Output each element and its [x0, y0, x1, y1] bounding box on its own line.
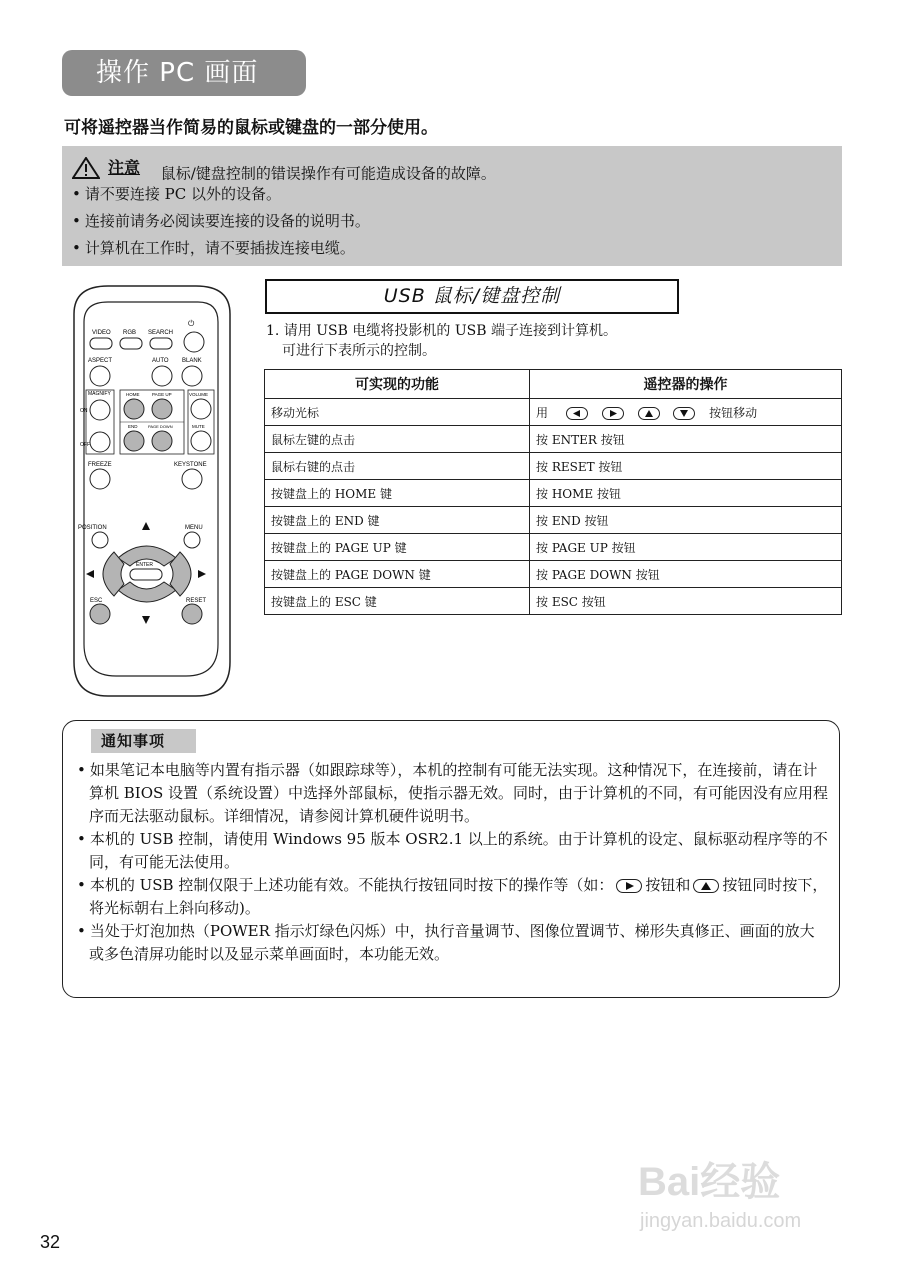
power-button [184, 332, 204, 352]
operation-cell: 按 HOME 按钮 [530, 480, 842, 507]
up-button-icon [638, 407, 660, 420]
aspect-button [90, 366, 110, 386]
table-row [265, 453, 842, 480]
caution-box [62, 146, 842, 266]
table-header-row [265, 370, 842, 399]
btn-label-rgb: RGB [123, 330, 137, 336]
video-button [90, 338, 112, 349]
btn-label-page-down: PAGE DOWN [148, 424, 173, 429]
btn-label-aspect: ASPECT [88, 358, 113, 364]
operation-cell: 按 PAGE UP 按钮 [530, 534, 842, 561]
function-cell: 按键盘上的 END 键 [265, 507, 530, 534]
table-row [265, 561, 842, 588]
operation-cell: 按 RESET 按钮 [530, 453, 842, 480]
table-row [265, 399, 842, 426]
position-button [92, 532, 108, 548]
btn-label-video: VIDEO [92, 330, 111, 336]
btn-label-menu: MENU [185, 525, 203, 531]
notice-item: • 当处于灯泡加热（POWER 指示灯绿色闪烁）中，执行音量调节、图像位置调节、梯形失真修正、画面的放大或多色清屏功能时以及显示菜单画面时，本功能无效。 [73, 920, 829, 966]
right-button-icon [602, 407, 624, 420]
btn-label-end: END [128, 424, 138, 429]
notice-box [62, 720, 840, 998]
operation-cell: 按 ESC 按钮 [530, 588, 842, 615]
operation-cell: 按 END 按钮 [530, 507, 842, 534]
auto-button [152, 366, 172, 386]
watermark-logo: Bai经验 [638, 1160, 781, 1204]
enter-button [130, 569, 162, 580]
down-button-icon [673, 407, 695, 420]
table-row [265, 588, 842, 615]
volume-button [191, 399, 211, 419]
usb-control-table [264, 369, 842, 615]
btn-label-search: SEARCH [148, 330, 174, 336]
keystone-button [182, 469, 202, 489]
btn-label-power: ⏻ [188, 319, 195, 328]
notice-item-text-b: 按钮和 [645, 876, 691, 894]
function-cell: 移动光标 [265, 399, 530, 426]
caution-bullet: • 请不要连接 PC 以外的设备。 [72, 181, 832, 208]
intro-text: 可将遥控器当作简易的鼠标或键盘的一部分使用。 [64, 118, 438, 138]
remote-control-illustration [68, 284, 236, 698]
reset-button [182, 604, 202, 624]
notice-item: • 本机的 USB 控制，请使用 Windows 95 版本 OSR2.1 以上的系统。由于计算机的设定、鼠标驱动程序等的不同，有可能无法使用。 [73, 828, 829, 874]
warning-icon [72, 157, 100, 179]
notice-item-text-a: 本机的 USB 控制仅限于上述功能有效。不能执行按钮同时按下的操作等（如： [89, 876, 614, 894]
move-prefix: 用 [536, 405, 549, 420]
magnify-on-button [90, 400, 110, 420]
page-title: 操作 PC 画面 [62, 50, 306, 96]
column-header: 可实现的功能 [265, 370, 530, 399]
usb-step-line2: 可进行下表所示的控制。 [282, 343, 436, 359]
btn-label-home: HOME [126, 392, 140, 397]
caution-headline-text: 鼠标/键盘控制的错误操作有可能造成设备的故障。 [160, 164, 496, 183]
column-header: 遥控器的操作 [530, 370, 842, 399]
btn-label-auto: AUTO [152, 358, 169, 364]
btn-label-volume: VOLUME [189, 392, 209, 397]
caution-headline [72, 154, 832, 181]
rgb-button [120, 338, 142, 349]
mute-button [191, 431, 211, 451]
btn-label-page-up: PAGE UP [152, 392, 172, 397]
btn-label-magnify: MAGNIFY [88, 391, 111, 397]
operation-cell: 按 PAGE DOWN 按钮 [530, 561, 842, 588]
function-cell: 按键盘上的 PAGE DOWN 键 [265, 561, 530, 588]
blank-button [182, 366, 202, 386]
table-row [265, 426, 842, 453]
btn-label-esc: ESC [90, 598, 103, 604]
btn-label-keystone: KEYSTONE [174, 462, 207, 468]
watermark [636, 1150, 846, 1250]
home-button [124, 399, 144, 419]
notice-item [73, 874, 829, 920]
right-button-icon [616, 879, 642, 893]
usb-step [266, 321, 617, 361]
notice-body [73, 759, 829, 966]
magnify-off-button [90, 432, 110, 452]
page-down-button [152, 431, 172, 451]
esc-button [90, 604, 110, 624]
freeze-button [90, 469, 110, 489]
btn-label-on: ON [80, 408, 88, 414]
btn-label-blank: BLANK [182, 358, 202, 364]
usb-section-title: USB 鼠标/键盘控制 [265, 279, 679, 314]
function-cell: 按键盘上的 ESC 键 [265, 588, 530, 615]
caution-label: 注意 [108, 158, 141, 177]
caution-bullet: • 连接前请务必阅读要连接的设备的说明书。 [72, 208, 832, 235]
table-row [265, 507, 842, 534]
function-cell: 鼠标右键的点击 [265, 453, 530, 480]
btn-label-freeze: FREEZE [88, 462, 112, 468]
end-button [124, 431, 144, 451]
operation-cell: 按 ENTER 按钮 [530, 426, 842, 453]
operation-cell [530, 399, 842, 426]
menu-button [184, 532, 200, 548]
up-button-icon [693, 879, 719, 893]
move-suffix: 按钮移动 [709, 405, 758, 420]
function-cell: 按键盘上的 PAGE UP 键 [265, 534, 530, 561]
notice-item-text-c: 按钮同时按下，将光标朝右上斜向移动)。 [89, 876, 828, 917]
usb-step-line1: 1. 请用 USB 电缆将投影机的 USB 端子连接到计算机。 [266, 323, 617, 339]
btn-label-off: OFF [80, 442, 90, 448]
table-row [265, 534, 842, 561]
btn-label-reset: RESET [186, 598, 207, 604]
caution-bullet: • 计算机在工作时，请不要插拔连接电缆。 [72, 235, 832, 262]
function-cell: 鼠标左键的点击 [265, 426, 530, 453]
notice-item: • 如果笔记本电脑等内置有指示器（如跟踪球等），本机的控制有可能无法实现。这种情况下，在连接前，请在计算机 BIOS 设置（系统设置）中选择外部鼠标，使指示器无效。同时，由于计算机的不同，有可能因没有应用程序而无法驱动鼠标。详细情况，请参阅计算机硬件说明书。 [73, 759, 829, 828]
watermark-url: jingyan.baidu.com [640, 1210, 802, 1232]
search-button [150, 338, 172, 349]
notice-title: 通知事项 [91, 729, 196, 753]
left-button-icon [566, 407, 588, 420]
btn-label-position: POSITION [78, 525, 107, 531]
table-row [265, 480, 842, 507]
function-cell: 按键盘上的 HOME 键 [265, 480, 530, 507]
btn-label-mute: MUTE [192, 424, 205, 429]
page-number: 32 [40, 1232, 61, 1252]
page-up-button [152, 399, 172, 419]
btn-label-enter: ENTER [136, 562, 153, 568]
